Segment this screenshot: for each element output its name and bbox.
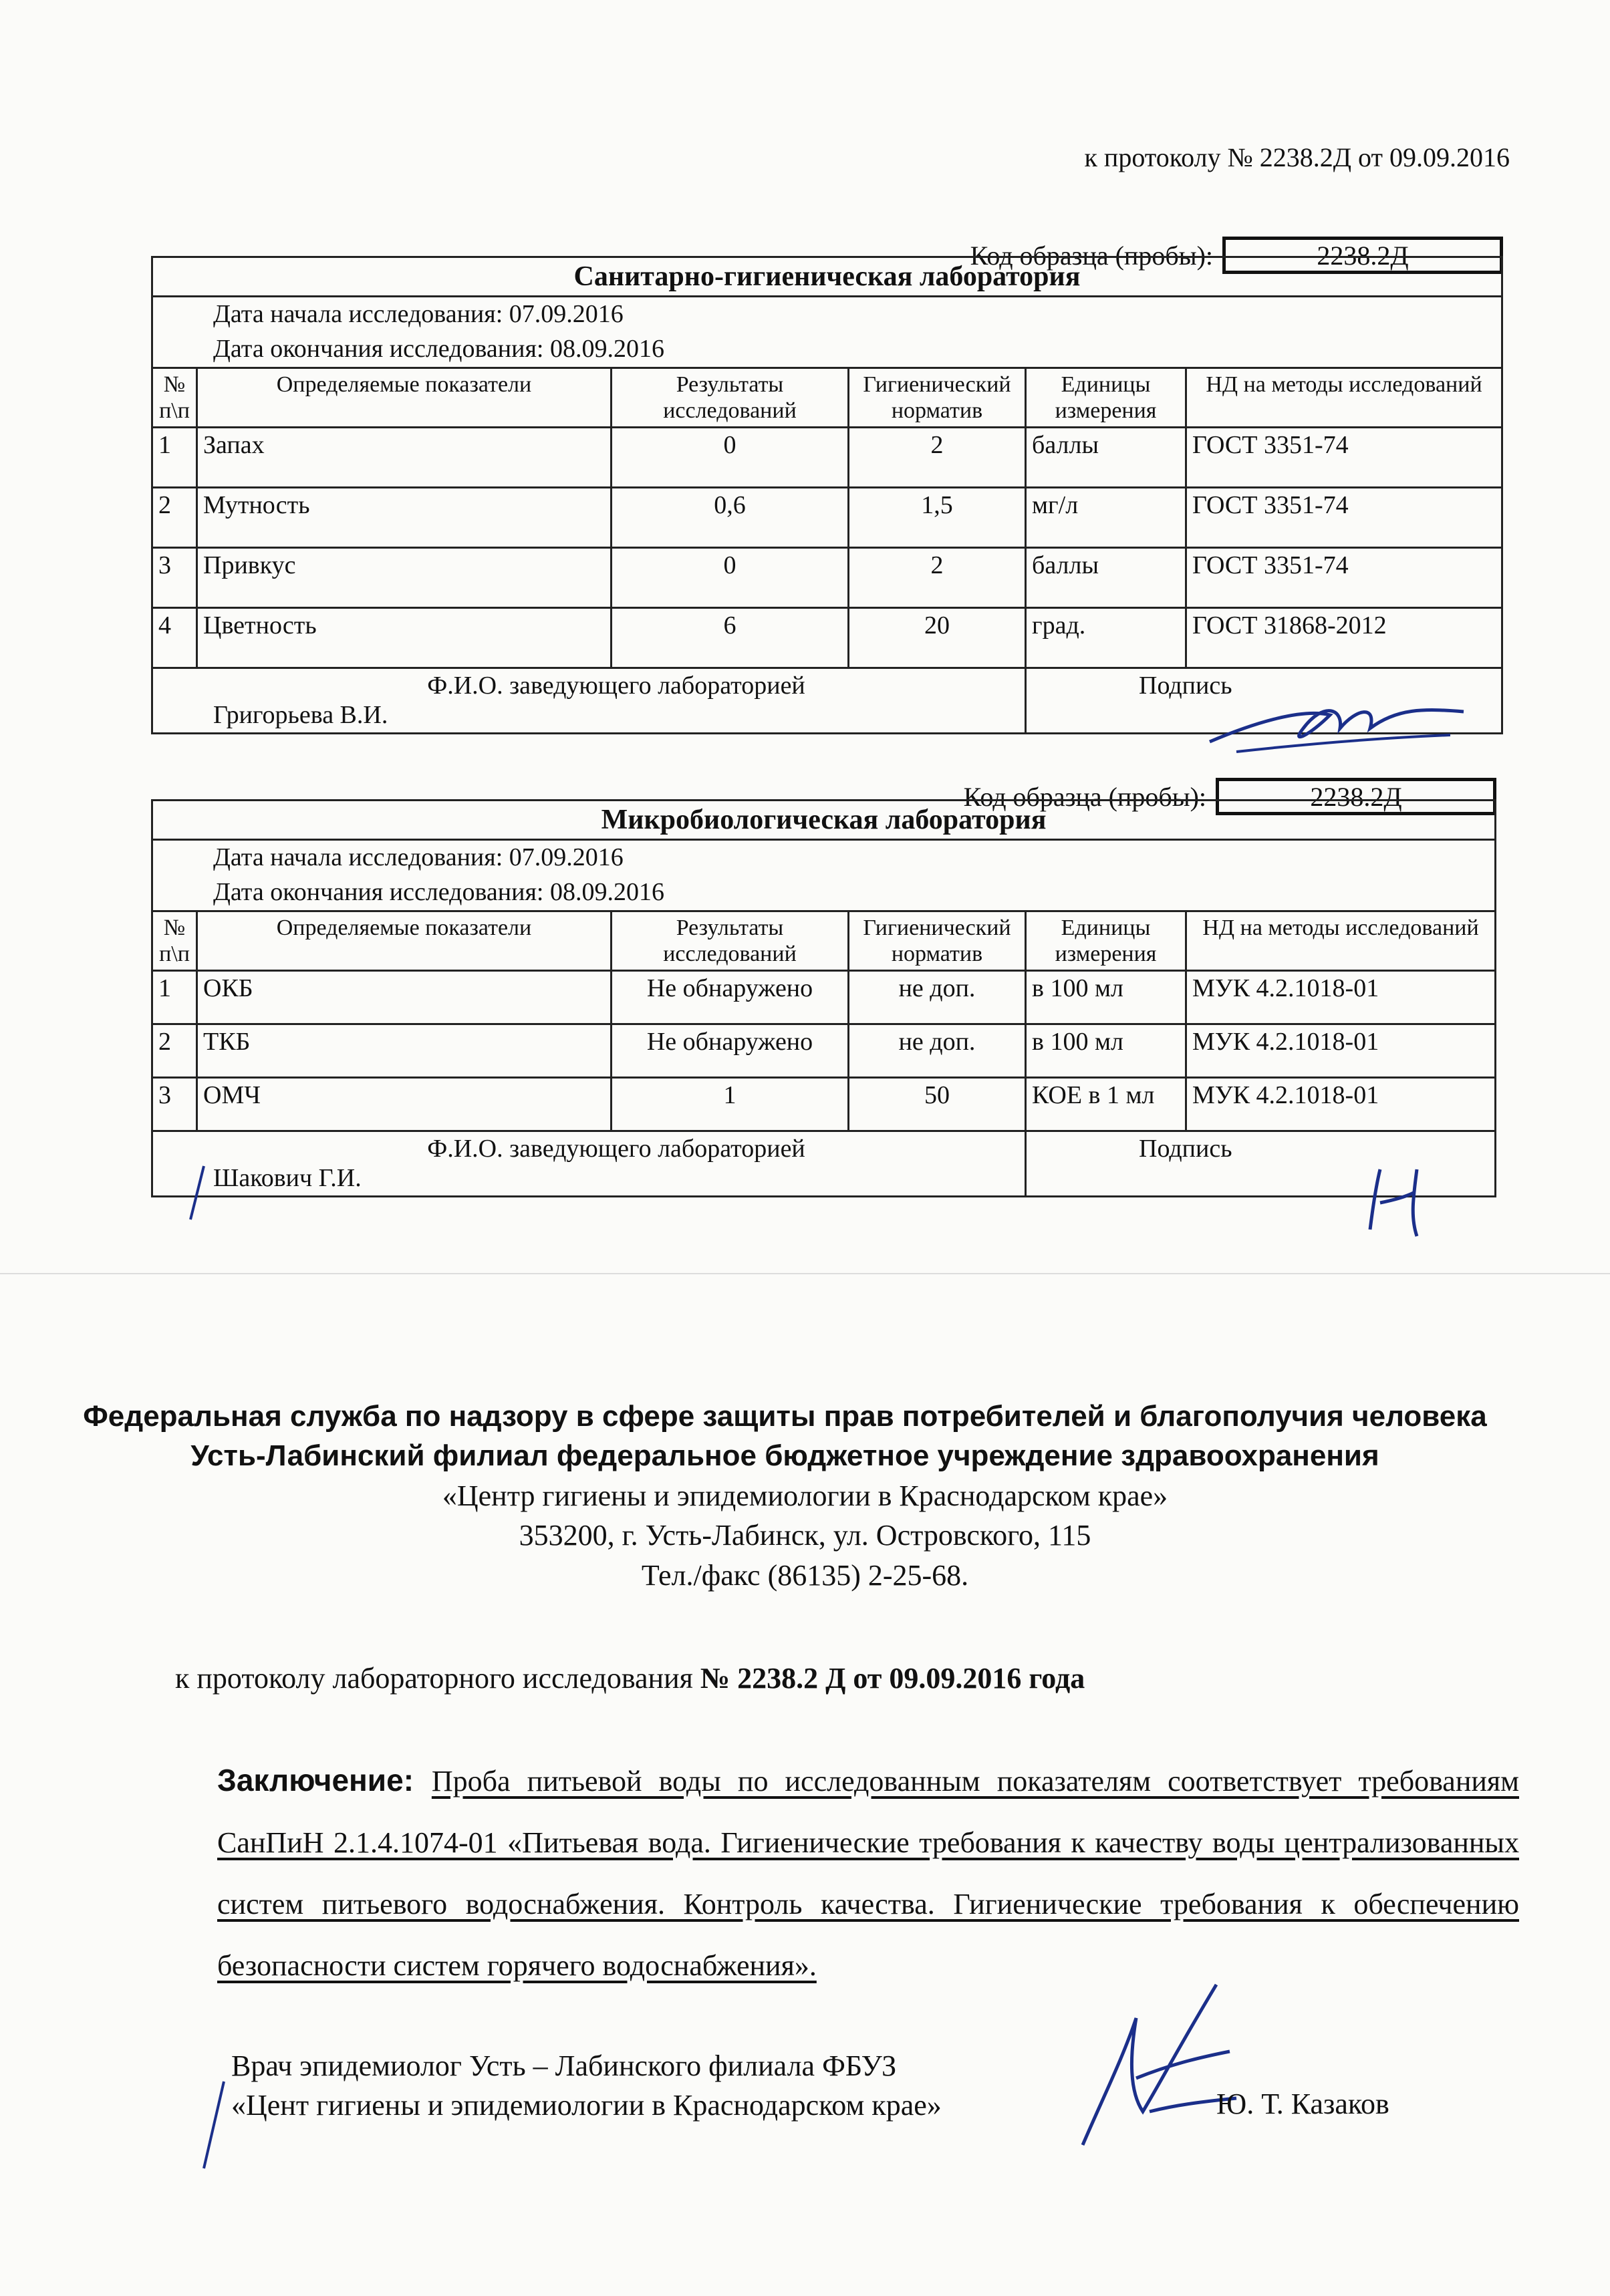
table-header-row (152, 911, 1496, 970)
indicator-name: ОМЧ (197, 1077, 612, 1131)
pen-mark-icon (187, 1163, 207, 1223)
org-line-1: Федеральная служба по надзору в сфере защиты прав потребителей и благополучия человека (83, 1400, 1487, 1433)
col-header: Определяемые показатели (197, 368, 612, 427)
head-name: Григорьева В.И. (213, 700, 388, 729)
col-header: НД на методы исследований (1186, 368, 1502, 427)
sample-code-value: 2238.2Д (1222, 237, 1503, 274)
norm-value: 2 (849, 547, 1026, 607)
date-start: Дата начала исследования: 07.09.2016 (152, 297, 1502, 332)
date-end: Дата окончания исследования: 08.09.2016 (152, 875, 1496, 911)
unit-value: град. (1026, 607, 1186, 668)
sanitary-lab-table (151, 256, 1503, 734)
protocol-number: № 2238.2 Д от 09.09.2016 года (700, 1662, 1085, 1695)
method-value: МУК 4.2.1018-01 (1186, 1077, 1496, 1131)
result-value: 6 (612, 607, 849, 668)
sample-code-label: Код образца (пробы): (970, 240, 1213, 271)
org-line-3: «Центр гигиены и эпидемиологии в Краснодарском крае» (442, 1479, 1168, 1512)
method-value: ГОСТ 3351-74 (1186, 487, 1502, 547)
table-row (152, 970, 1496, 1024)
head-label: Ф.И.О. заведующего лабораторией (427, 671, 805, 700)
method-value: ГОСТ 31868-2012 (1186, 607, 1502, 668)
org-line-2: Усть-Лабинский филиал федеральное бюджетное учреждение здравоохранения (190, 1439, 1379, 1473)
col-header: Гигиенический норматив (849, 368, 1026, 427)
row-number: 2 (152, 1024, 197, 1077)
unit-value: баллы (1026, 427, 1186, 487)
protocol-reference: к протоколу № 2238.2Д от 09.09.2016 (1084, 142, 1510, 172)
method-value: МУК 4.2.1018-01 (1186, 970, 1496, 1024)
signatory-block (231, 2046, 942, 2126)
norm-value: не доп. (849, 1024, 1026, 1077)
row-number: 1 (152, 970, 197, 1024)
head-label: Ф.И.О. заведующего лабораторией (427, 1134, 805, 1163)
col-header: НД на методы исследований (1186, 911, 1496, 970)
method-value: МУК 4.2.1018-01 (1186, 1024, 1496, 1077)
norm-value: 50 (849, 1077, 1026, 1131)
col-header: Результаты исследований (612, 911, 849, 970)
norm-value: 20 (849, 607, 1026, 668)
unit-value: баллы (1026, 547, 1186, 607)
protocol-line (175, 1661, 1085, 1695)
table-row (152, 1024, 1496, 1077)
result-value: Не обнаружено (612, 1024, 849, 1077)
col-header: Результаты исследований (612, 368, 849, 427)
table-row (152, 547, 1502, 607)
indicator-name: Привкус (197, 547, 612, 607)
result-value: 1 (612, 1077, 849, 1131)
micro-lab-table (151, 799, 1496, 1197)
unit-value: в 100 мл (1026, 970, 1186, 1024)
indicator-name: Цветность (197, 607, 612, 668)
table-row (152, 1077, 1496, 1131)
sample-code-label: Код образца (пробы): (963, 781, 1206, 812)
table-row (152, 427, 1502, 487)
col-header: № п\п (152, 368, 197, 427)
signatory-name: Ю. Т. Казаков (1216, 2088, 1389, 2120)
date-start: Дата начала исследования: 07.09.2016 (152, 840, 1496, 875)
row-number: 1 (152, 427, 197, 487)
indicator-name: ТКБ (197, 1024, 612, 1077)
table-row (152, 607, 1502, 668)
indicator-name: Мутность (197, 487, 612, 547)
method-value: ГОСТ 3351-74 (1186, 427, 1502, 487)
result-value: 0,6 (612, 487, 849, 547)
sample-code-value: 2238.2Д (1216, 778, 1496, 815)
org-line-5: Тел./факс (86135) 2-25-68. (641, 1558, 969, 1592)
norm-value: не доп. (849, 970, 1026, 1024)
method-value: ГОСТ 3351-74 (1186, 547, 1502, 607)
organization-header (0, 1397, 1610, 1595)
row-number: 2 (152, 487, 197, 547)
col-header: Единицы измерения (1026, 911, 1186, 970)
row-number: 3 (152, 1077, 197, 1131)
row-number: 3 (152, 547, 197, 607)
signatory-line-2: «Цент гигиены и эпидемиологии в Краснодарском крае» (231, 2089, 942, 2122)
pen-mark-icon (200, 2078, 227, 2172)
conclusion-block: Заключение: Проба питьевой воды по исследованным показателям соответствует требованиям СанПиН 2.1.4.1074-01 «Питьевая вода. Гигиенические требования к качеству воды централизованных систем питьевого водоснабжения. Контроль качества. Гигиенические требования к обеспечению безопасности систем горячего водоснабжения». (217, 1763, 1519, 1982)
sanitary-lab-title: Санитарно-гигиеническая лаборатория (152, 257, 1502, 297)
head-name: Шакович Г.И. (213, 1163, 362, 1192)
norm-value: 1,5 (849, 487, 1026, 547)
org-line-4: 353200, г. Усть-Лабинск, ул. Островского, 115 (519, 1519, 1091, 1552)
col-header: № п\п (152, 911, 197, 970)
page-fold-divider (0, 1273, 1610, 1274)
signature-row (152, 1131, 1496, 1196)
result-value: Не обнаружено (612, 970, 849, 1024)
result-value: 0 (612, 547, 849, 607)
col-header: Гигиенический норматив (849, 911, 1026, 970)
unit-value: в 100 мл (1026, 1024, 1186, 1077)
table-header-row (152, 368, 1502, 427)
result-value: 0 (612, 427, 849, 487)
micro-lab-title: Микробиологическая лаборатория (152, 801, 1496, 840)
indicator-name: ОКБ (197, 970, 612, 1024)
signature-label: Подпись (1139, 1134, 1232, 1163)
col-header: Определяемые показатели (197, 911, 612, 970)
signature-label: Подпись (1139, 671, 1232, 700)
col-header: Единицы измерения (1026, 368, 1186, 427)
protocol-prefix: к протоколу лабораторного исследования (175, 1662, 700, 1695)
date-end: Дата окончания исследования: 08.09.2016 (152, 332, 1502, 368)
signature-icon (1350, 1163, 1444, 1243)
signature-icon (1196, 682, 1477, 762)
conclusion-text: Проба питьевой воды по исследованным показателям соответствует требованиям СанПиН 2.1.4.1074-01 «Питьевая вода. Гигиенические требования к качеству воды централизованных систем питьевого водоснабжения. Контроль качества. Гигиенические требования к обеспечению безопасности систем горячего водоснабжения». (217, 1765, 1519, 1982)
indicator-name: Запах (197, 427, 612, 487)
row-number: 4 (152, 607, 197, 668)
norm-value: 2 (849, 427, 1026, 487)
signatory-line-1: Врач эпидемиолог Усть – Лабинского филиала ФБУЗ (231, 2049, 897, 2082)
unit-value: КОЕ в 1 мл (1026, 1077, 1186, 1131)
conclusion-label: Заключение (217, 1763, 404, 1798)
table-row (152, 487, 1502, 547)
unit-value: мг/л (1026, 487, 1186, 547)
signature-icon (1063, 1978, 1250, 2152)
